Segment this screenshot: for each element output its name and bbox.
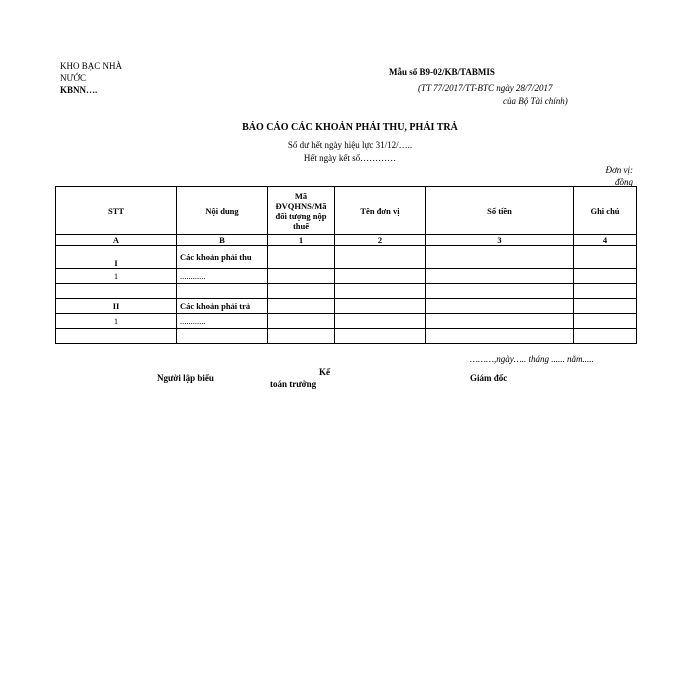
header-notes: Ghi chú: [574, 187, 637, 235]
preparer-signature-label: Người lập biểu: [157, 373, 214, 383]
row-unit-name: [335, 284, 426, 299]
row-stt: [56, 284, 177, 299]
row-code: [268, 284, 335, 299]
row-notes: [574, 246, 637, 269]
row-unit-name: [335, 246, 426, 269]
table-row: [56, 299, 637, 314]
row-notes: [574, 299, 637, 314]
table-row: [56, 269, 637, 284]
form-code: Mẫu số B9-02/KB/TABMIS: [389, 67, 495, 77]
column-index: 1: [268, 235, 335, 246]
row-unit-name: [335, 329, 426, 344]
row-amount: [426, 314, 574, 329]
ministry-reference: của Bộ Tài chính): [503, 96, 568, 106]
report-subtitle-closing-date: Hết ngày kết số…………: [303, 153, 397, 163]
row-notes: [574, 314, 637, 329]
signature-date: ………,ngày….. tháng ...... năm.....: [470, 354, 594, 364]
row-amount: [426, 284, 574, 299]
row-content: ............: [177, 269, 268, 284]
column-index-row: [56, 235, 637, 246]
row-amount: [426, 246, 574, 269]
header-amount: Số tiền: [426, 187, 574, 235]
row-amount: [426, 299, 574, 314]
org-line-1: KHO BẠC NHÀ: [60, 61, 123, 71]
row-stt: I: [56, 246, 177, 269]
table-row: [56, 246, 637, 269]
row-amount: [426, 269, 574, 284]
unit-label: [597, 164, 633, 188]
column-index: 4: [574, 235, 637, 246]
table-row: [56, 314, 637, 329]
unit-label-line-1: Đơn vị:: [605, 165, 633, 175]
chief-accountant-line-2: toán trưởng: [270, 379, 317, 389]
row-content: Các khoản phải thu: [177, 246, 268, 269]
row-stt: II: [56, 299, 177, 314]
director-signature-label: Giám đốc: [470, 373, 508, 383]
report-title: BÁO CÁO CÁC KHOẢN PHẢI THU, PHẢI TRẢ: [242, 122, 458, 133]
table-header-row: [56, 187, 637, 235]
row-unit-name: [335, 299, 426, 314]
row-stt: [56, 329, 177, 344]
row-code: [268, 269, 335, 284]
row-content: ............: [177, 314, 268, 329]
row-code: [268, 299, 335, 314]
column-index: B: [177, 235, 268, 246]
row-unit-name: [335, 314, 426, 329]
row-stt: 1: [56, 269, 177, 284]
row-code: [268, 314, 335, 329]
row-content: Các khoản phải trả: [177, 299, 268, 314]
row-content: [177, 329, 268, 344]
row-amount: [426, 329, 574, 344]
row-stt: 1: [56, 314, 177, 329]
row-notes: [574, 329, 637, 344]
unit-label-line-2: đồng: [615, 177, 633, 187]
chief-accountant-signature-label: [270, 366, 340, 390]
header-unit-name: Tên đơn vị: [335, 187, 426, 235]
row-content: [177, 284, 268, 299]
row-code: [268, 246, 335, 269]
header-code: Mã ĐVQHNS/Mã đối tượng nộp thuế: [268, 187, 335, 235]
column-index: 3: [426, 235, 574, 246]
row-code: [268, 329, 335, 344]
receivables-payables-table: [55, 186, 637, 344]
row-notes: [574, 269, 637, 284]
circular-reference: (TT 77/2017/TT-BTC ngày 28/7/2017: [418, 83, 553, 93]
org-line-3: KBNN….: [60, 85, 98, 95]
org-line-2: NƯỚC: [60, 73, 86, 83]
organization-header: [60, 60, 150, 96]
table-row: [56, 284, 637, 299]
chief-accountant-line-1: Kế: [319, 367, 330, 377]
column-index: A: [56, 235, 177, 246]
header-stt: STT: [56, 187, 177, 235]
report-subtitle-balance-date: Số dư hết ngày hiệu lực 31/12/…..: [287, 140, 413, 150]
header-content: Nội dung: [177, 187, 268, 235]
table-row: [56, 329, 637, 344]
row-unit-name: [335, 269, 426, 284]
row-notes: [574, 284, 637, 299]
column-index: 2: [335, 235, 426, 246]
